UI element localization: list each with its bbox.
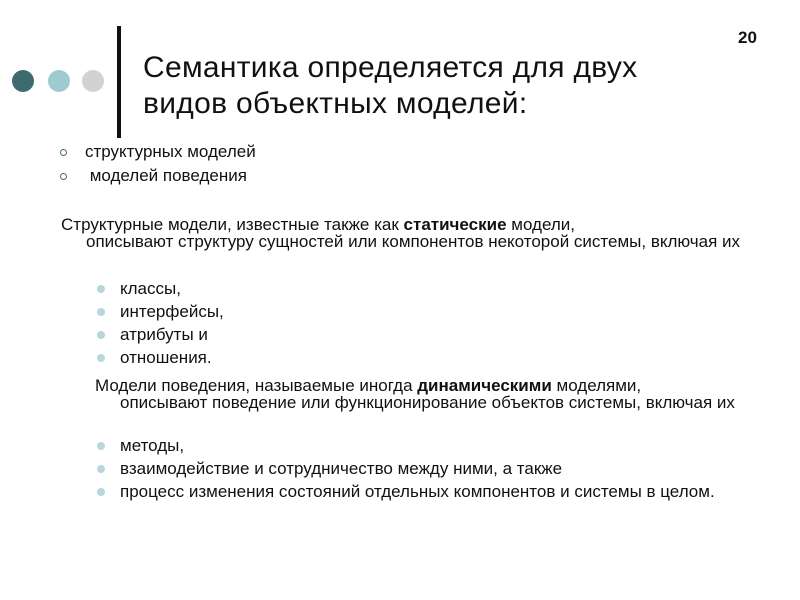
paragraph-lead-tail: моделями, [551,376,642,395]
structural-models-paragraph [61,216,781,250]
paragraph-lead-text: Структурные модели, известные также как [61,215,404,234]
disc-bullet-icon [97,465,105,473]
list-item-text: процесс изменения состояний отдельных компонентов и системы в целом. [120,482,715,501]
dark-teal-dot [12,70,34,92]
ring-bullet-icon [60,149,67,156]
disc-bullet-icon [97,308,105,316]
disc-bullet-icon [97,488,105,496]
list-item-text: атрибуты и [120,325,208,344]
model-type-behavioral: моделей поведения [85,166,247,185]
title-divider-bar [117,26,121,138]
list-item [95,280,775,303]
decorative-dots [12,70,112,96]
page-number: 20 [738,28,757,47]
slide-title-line-2: видов объектных моделей: [143,87,528,120]
paragraph-continuation: описывают поведение или функционирование объектов системы, включая их [120,393,735,412]
list-item [95,349,775,372]
bold-term-static: статические [403,215,507,234]
structural-items-list [95,280,775,372]
list-item-text: классы, [120,279,181,298]
disc-bullet-icon [97,354,105,362]
list-item [95,437,775,454]
behavioral-items-list [95,437,775,506]
paragraph-lead-text: Модели поведения, называемые иногда [95,376,418,395]
light-teal-dot [48,70,70,92]
list-item-text: взаимодействие и сотрудничество между ними, а также [120,459,563,478]
paragraph-lead-tail: модели, [506,215,575,234]
model-type-structural: структурных моделей [85,142,256,161]
behavioral-models-paragraph [95,377,775,411]
disc-bullet-icon [97,442,105,450]
list-item [95,483,775,500]
paragraph-first-line [95,377,775,394]
paragraph-continuation: описывают структуру сущностей или компонентов некоторой системы, включая их [86,232,741,251]
grey-dot [82,70,104,92]
disc-bullet-icon [97,285,105,293]
list-item-text: отношения. [120,348,212,367]
disc-bullet-icon [97,331,105,339]
bold-term-dynamic: динамическими [417,376,552,395]
list-item [95,303,775,326]
list-item [60,164,760,188]
model-types-list [60,140,760,188]
list-item-text: методы, [120,436,185,455]
slide-title-line-1: Семантика определяется для двух [143,51,638,84]
list-item-text: интерфейсы, [120,302,224,321]
slide-title [143,50,703,122]
list-item [95,460,775,477]
paragraph-first-line [61,216,781,233]
ring-bullet-icon [60,173,67,180]
list-item [60,140,760,164]
list-item [95,326,775,349]
